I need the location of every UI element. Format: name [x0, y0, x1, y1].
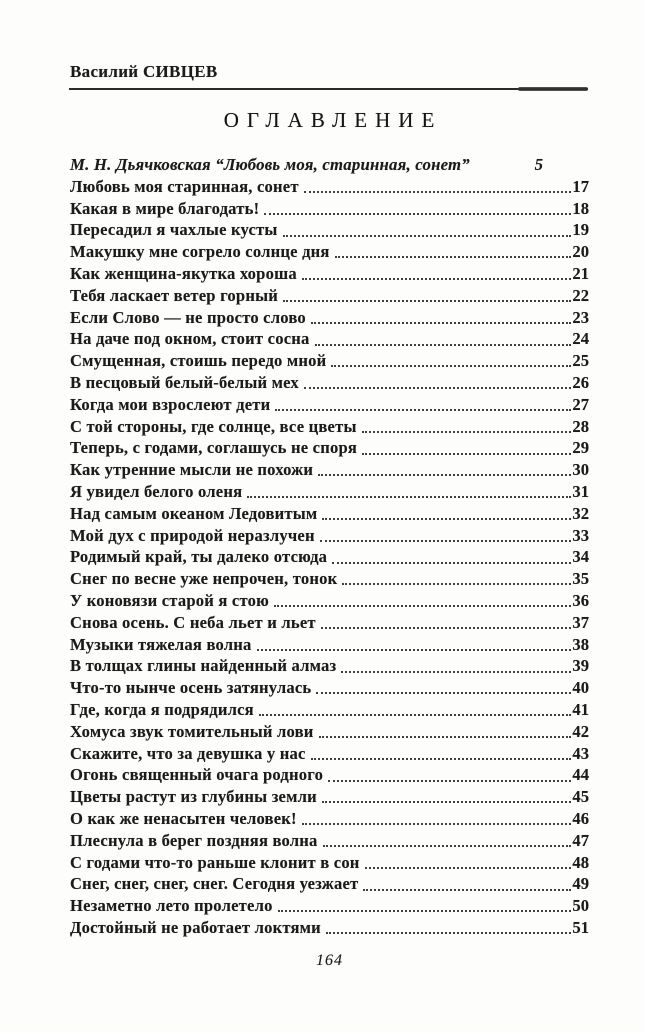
- toc-entry: [70, 481, 589, 503]
- toc-entry: [70, 198, 589, 220]
- toc-entry-page: 34: [572, 547, 589, 567]
- dot-leader: [332, 562, 571, 564]
- toc-entry: [70, 285, 589, 307]
- toc-entry-title: Как женщина-якутка хороша: [70, 263, 297, 283]
- dot-leader: [341, 671, 571, 673]
- toc-entry-page: 30: [572, 460, 589, 480]
- toc-entry: [70, 743, 589, 765]
- toc-entry: [70, 590, 589, 612]
- dot-leader: [363, 889, 571, 891]
- toc-entry-page: 36: [572, 590, 589, 610]
- toc-entry: [70, 437, 589, 459]
- dot-leader: [362, 431, 572, 433]
- toc-entry: [70, 350, 589, 372]
- toc-entry-title: Цветы растут из глубины земли: [70, 787, 317, 807]
- toc-entry: [70, 416, 589, 438]
- dot-leader: [311, 758, 572, 760]
- toc-entry-page: 47: [572, 830, 589, 850]
- toc-entry: [70, 525, 589, 547]
- toc-list: [70, 154, 589, 939]
- toc-entry-page: 23: [572, 307, 589, 327]
- toc-entry: [70, 873, 589, 895]
- toc-entry-page: 26: [572, 372, 589, 392]
- toc-entry-page: 43: [572, 743, 589, 763]
- dot-leader: [304, 387, 572, 389]
- toc-entry: [70, 263, 589, 285]
- dot-leader: [318, 474, 571, 476]
- toc-entry-page: 25: [572, 351, 589, 371]
- dot-leader: [259, 714, 572, 716]
- toc-entry: [70, 634, 589, 656]
- toc-entry: [70, 241, 589, 263]
- toc-entry: [70, 764, 589, 786]
- dot-leader: [326, 932, 572, 934]
- toc-entry-title: Смущенная, стоишь передо мной: [70, 351, 327, 371]
- dot-leader: [323, 845, 572, 847]
- toc-entry-title: Снег по весне уже непрочен, тонок: [70, 569, 338, 589]
- toc-entry-page: 18: [572, 198, 589, 218]
- toc-entry-page: 38: [572, 634, 589, 654]
- dot-leader: [264, 213, 571, 215]
- toc-entry: [70, 546, 589, 568]
- toc-entry-title: Достойный не работает локтями: [70, 917, 321, 937]
- dot-leader: [331, 365, 571, 367]
- toc-entry-title: Хомуса звук томительный лови: [70, 721, 314, 741]
- toc-entry: [70, 328, 589, 350]
- toc-entry: [70, 917, 589, 939]
- dot-leader: [311, 322, 572, 324]
- toc-lead-entry: [70, 154, 589, 176]
- toc-entry-page: 5: [534, 155, 543, 174]
- toc-entry: [70, 655, 589, 677]
- toc-entry: [70, 830, 589, 852]
- header-rule: [69, 88, 588, 90]
- dot-leader: [322, 518, 571, 520]
- running-header: [70, 62, 588, 82]
- toc-entry-page: 45: [572, 787, 589, 807]
- dot-leader: [283, 235, 572, 237]
- toc-entry-title: Незаметно лето пролетело: [70, 896, 273, 916]
- page-number: 164: [316, 952, 343, 969]
- toc-entry-page: 21: [572, 263, 589, 283]
- toc-entry-page: 51: [572, 917, 589, 937]
- page-title: ОГЛАВЛЕНИЕ: [223, 108, 443, 132]
- toc-entry-title: Родимый край, ты далеко отсюда: [70, 547, 328, 567]
- toc-entry-page: 28: [572, 416, 589, 436]
- dot-leader: [274, 605, 571, 607]
- toc-entry: [70, 459, 589, 481]
- toc-entry: [70, 219, 589, 241]
- dot-leader: [342, 583, 571, 585]
- dot-leader: [335, 256, 572, 258]
- dot-leader: [302, 823, 572, 825]
- toc-entry-title: О как же ненасытен человек!: [70, 808, 297, 828]
- toc-entry-title: Скажите, что за девушка у нас: [70, 743, 306, 763]
- toc-entry-title: В толщах глины найденный алмаз: [70, 656, 337, 676]
- toc-entry: [70, 612, 589, 634]
- toc-entry: [70, 895, 589, 917]
- toc-entry-title: С той стороны, где солнце, все цветы: [70, 416, 357, 436]
- dot-leader: [304, 191, 572, 193]
- dot-leader: [321, 627, 572, 629]
- toc-entry-title: Когда мои взрослеют дети: [70, 394, 271, 414]
- toc-entry-title: Музыки тяжелая волна: [70, 634, 252, 654]
- toc-entry-title: Снег, снег, снег, снег. Сегодня уезжает: [70, 874, 359, 894]
- toc-entry-title: Где, когда я подрядился: [70, 699, 254, 719]
- toc-entry-page: 39: [572, 656, 589, 676]
- dot-leader: [328, 780, 571, 782]
- toc-entry-title: В песцовый белый-белый мех: [70, 372, 299, 392]
- toc-entry-page: 32: [572, 503, 589, 523]
- toc-entry-title: Мой дух с природой неразлучен: [70, 525, 315, 545]
- toc-entry: [70, 786, 589, 808]
- toc-entry: [70, 721, 589, 743]
- toc-entry-title: Макушку мне согрело солнце дня: [70, 242, 330, 262]
- toc-entry-title: Если Слово — не просто слово: [70, 307, 306, 327]
- author-name: Василий СИВЦЕВ: [70, 62, 218, 81]
- dot-leader: [257, 649, 572, 651]
- dot-leader: [247, 496, 571, 498]
- toc-entry-page: 22: [572, 285, 589, 305]
- dot-leader: [362, 453, 571, 455]
- toc-entry-page: 41: [572, 699, 589, 719]
- toc-entry-title: Плеснула в берег поздняя волна: [70, 830, 318, 850]
- toc-entry-title: У коновязи старой я стою: [70, 590, 269, 610]
- dot-leader: [315, 344, 572, 346]
- toc-entry: [70, 372, 589, 394]
- toc-entry-title: М. Н. Дьячковская “Любовь моя, старинная, сонет”: [70, 155, 470, 174]
- toc-entry-page: 44: [572, 765, 589, 785]
- toc-entry: [70, 307, 589, 329]
- toc-entry-page: 48: [572, 852, 589, 872]
- toc-entry-title: Как утренние мысли не похожи: [70, 460, 314, 480]
- toc-entry-page: 35: [572, 569, 589, 589]
- dot-leader: [319, 736, 572, 738]
- toc-entry: [70, 568, 589, 590]
- dot-leader: [275, 409, 571, 411]
- toc-entry-title: Над самым океаном Ледовитым: [70, 503, 318, 523]
- toc-entry-page: 20: [572, 242, 589, 262]
- dot-leader: [283, 300, 571, 302]
- dot-leader: [365, 867, 572, 869]
- dot-leader: [302, 278, 572, 280]
- toc-entry-title: Огонь священный очага родного: [70, 765, 324, 785]
- toc-entry: [70, 394, 589, 416]
- toc-entry-page: 29: [572, 438, 589, 458]
- toc-entry-page: 40: [572, 678, 589, 698]
- dot-leader: [322, 801, 572, 803]
- toc-entry-title: Пересадил я чахлые кусты: [70, 220, 278, 240]
- toc-entry-title: Что-то нынче осень затянулась: [70, 678, 312, 698]
- toc-entry-title: Теперь, с годами, соглашусь не споря: [70, 438, 358, 458]
- toc-entry: [70, 852, 589, 874]
- toc-entry-title: С годами что-то раньше клонит в сон: [70, 852, 360, 872]
- toc-entry-title: На даче под окном, стоит сосна: [70, 329, 310, 349]
- toc-entry-page: 19: [572, 220, 589, 240]
- toc-entry-page: 27: [572, 394, 589, 414]
- toc-entry-title: Я увидел белого оленя: [70, 481, 243, 501]
- toc-entry-page: 24: [572, 329, 589, 349]
- toc-entry-title: Тебя ласкает ветер горный: [70, 285, 278, 305]
- toc-entry: [70, 699, 589, 721]
- toc-entry-page: 50: [572, 896, 589, 916]
- toc-entry-page: 31: [572, 481, 589, 501]
- dot-leader: [316, 692, 571, 694]
- toc-entry-title: Любовь моя старинная, сонет: [70, 176, 299, 196]
- toc-entry-page: 37: [572, 612, 589, 632]
- toc-entry: [70, 808, 589, 830]
- dot-leader: [278, 910, 572, 912]
- toc-entry-title: Какая в мире благодать!: [70, 198, 260, 218]
- toc-entry: [70, 503, 589, 525]
- dot-leader: [320, 540, 572, 542]
- toc-entry: [70, 176, 589, 198]
- toc-entry: [70, 677, 589, 699]
- toc-entry-title: Снова осень. С неба льет и льет: [70, 612, 316, 632]
- toc-entry-page: 17: [572, 176, 589, 196]
- toc-entry-page: 33: [572, 525, 589, 545]
- toc-entry-page: 49: [572, 874, 589, 894]
- toc-entry-page: 46: [572, 808, 589, 828]
- toc-entry-page: 42: [572, 721, 589, 741]
